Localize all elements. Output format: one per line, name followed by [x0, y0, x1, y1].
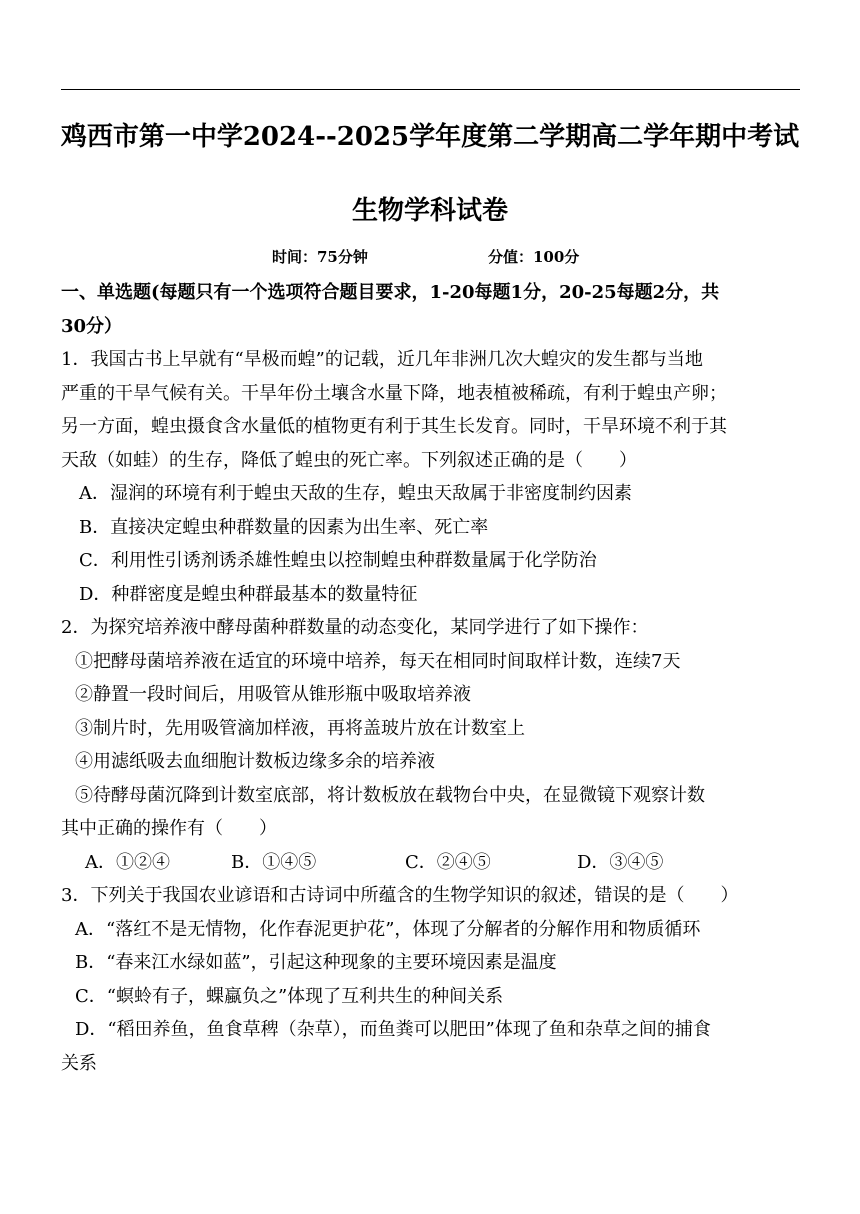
section-heading-cont: 30分）: [61, 315, 123, 337]
option-a: A．①②④: [85, 851, 170, 873]
procedure-step: ①把酵母菌培养液在适宜的环境中培养，每天在相同时间取样计数，连续7天: [75, 650, 681, 672]
header-rule: [61, 89, 800, 90]
option-c: C．②④⑤: [405, 851, 491, 873]
question-stem: 2．为探究培养液中酵母菌种群数量的动态变化，某同学进行了如下操作：: [61, 617, 649, 638]
procedure-step: ③制片时，先用吸管滴加样液，再将盖玻片放在计数室上: [75, 717, 525, 739]
question-stem-line: 天敌（如蛙）的生存，降低了蝗虫的死亡率。下列叙述正确的是（ ）: [61, 449, 637, 471]
option-a: A．湿润的环境有利于蝗虫天敌的生存，蝗虫天敌属于非密度制约因素: [79, 483, 632, 504]
option-d: D．“稻田养鱼，鱼食草稗（杂草），而鱼粪可以肥田”体现了鱼和杂草之间的捕食: [75, 1019, 711, 1040]
procedure-step: ⑤待酵母菌沉降到计数室底部，将计数板放在载物台中央，在显微镜下观察计数: [75, 784, 705, 806]
option-b: B．①④⑤: [231, 851, 317, 873]
question-stem-line: 另一方面，蝗虫摄食含水量低的植物更有利于其生长发育。同时，干旱环境不利于其: [61, 416, 727, 437]
option-c: C．利用性引诱剂诱杀雄性蝗虫以控制蝗虫种群数量属于化学防治: [79, 550, 597, 571]
exam-title: 鸡西市第一中学2024--2025学年度第二学期高二学年期中考试: [60, 122, 800, 152]
section-heading: 一、单选题(每题只有一个选项符合题目要求，1-20每题1分，20-25每题2分，共: [61, 282, 720, 303]
option-b: B．“春来江水绿如蓝”，引起这种现象的主要环境因素是温度: [75, 952, 557, 973]
procedure-step: ④用滤纸吸去血细胞计数板边缘多余的培养液: [75, 751, 435, 772]
question-3: [61, 879, 801, 1080]
exam-score: 分值：100分: [488, 248, 580, 266]
option-d: D．种群密度是蝗虫种群最基本的数量特征: [79, 583, 418, 605]
question-stem-line: 1．我国古书上早就有“旱极而蝗”的记载，近几年非洲几次大蝗灾的发生都与当地: [61, 349, 703, 370]
option-row: [61, 846, 801, 880]
question-stem: 3．下列关于我国农业谚语和古诗词中所蕴含的生物学知识的叙述，错误的是（ ）: [61, 885, 739, 906]
option-b: B．直接决定蝗虫种群数量的因素为出生率、死亡率: [79, 516, 489, 538]
procedure-step: ②静置一段时间后，用吸管从锥形瓶中吸取培养液: [75, 684, 471, 705]
question-2: [61, 611, 801, 879]
exam-body: [61, 276, 801, 1080]
option-d: D．③④⑤: [577, 851, 664, 873]
question-prompt: 其中正确的操作有（ ）: [61, 818, 277, 839]
option-a: A．“落红不是无情物，化作春泥更护花”，体现了分解者的分解作用和物质循环: [75, 918, 701, 940]
option-c: C．“螟蛉有子，蜾蠃负之”体现了互利共生的种间关系: [75, 985, 504, 1007]
exam-time: 时间：75分钟: [272, 248, 368, 266]
exam-subtitle: 生物学科试卷: [351, 196, 508, 226]
option-d-continued: 关系: [61, 1052, 97, 1074]
question-stem-line: 严重的干旱气候有关。干旱年份土壤含水量下降，地表植被稀疏，有利于蝗虫产卵；: [61, 382, 727, 404]
question-1: [61, 343, 801, 611]
